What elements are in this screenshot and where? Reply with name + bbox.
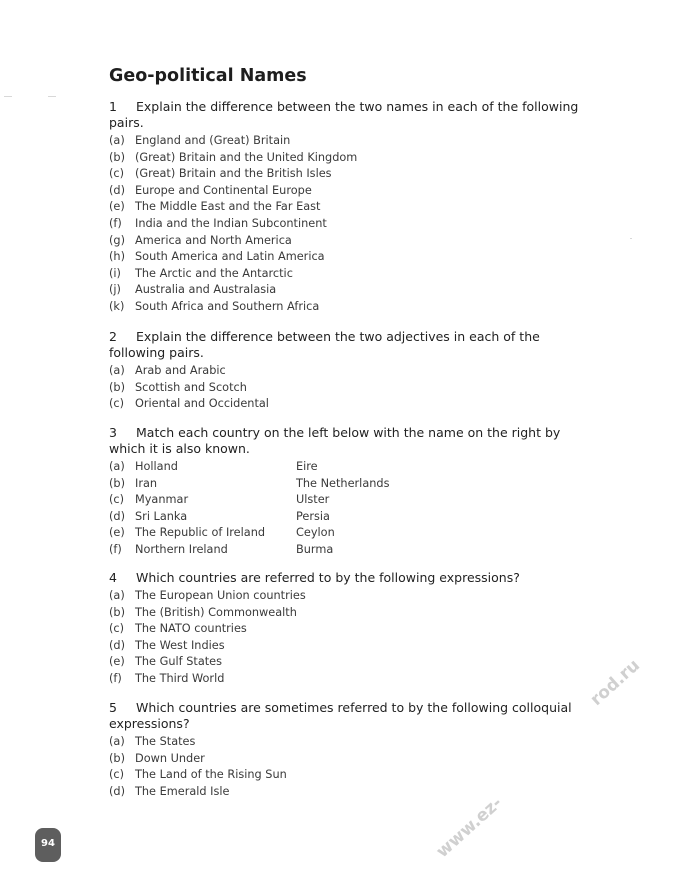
option-label: (c) [109, 167, 125, 181]
option-text: South Africa and Southern Africa [135, 299, 320, 313]
option-label: (c) [109, 622, 125, 636]
list-item [109, 784, 589, 801]
option-label: (d) [109, 784, 125, 798]
question-text: Which countries are referred to by the following expressions? [136, 570, 520, 585]
option-text: Europe and Continental Europe [135, 183, 312, 197]
match-row [109, 542, 589, 559]
question-1 [109, 99, 589, 316]
option-text: (Great) Britain and the United Kingdom [135, 150, 358, 164]
list-item [109, 638, 589, 655]
match-row [109, 459, 589, 476]
option-label: (b) [109, 476, 125, 490]
option-label: (e) [109, 526, 125, 540]
option-label: (a) [109, 735, 125, 748]
match-right: Ulster [296, 493, 330, 507]
match-row [109, 476, 589, 493]
match-left: Holland [135, 460, 178, 473]
list-item [109, 396, 589, 413]
option-text: The Middle East and the Far East [135, 200, 321, 214]
option-label: (e) [109, 655, 125, 669]
match-left: Iran [135, 476, 158, 490]
question-1-prompt [109, 99, 589, 131]
list-item [109, 363, 589, 380]
option-label: (b) [109, 150, 125, 164]
option-label: (b) [109, 605, 125, 619]
question-number: 1 [109, 99, 117, 114]
option-text: Oriental and Occidental [135, 397, 269, 411]
scan-fleck [4, 96, 12, 97]
match-row [109, 509, 589, 526]
option-text: The States [135, 735, 196, 748]
option-label: (c) [109, 397, 125, 411]
page-number: 94 [41, 838, 55, 849]
match-right: Eire [296, 460, 318, 473]
scan-fleck [630, 238, 632, 239]
option-label: (d) [109, 183, 125, 197]
option-text: The West Indies [135, 638, 225, 652]
list-item [109, 751, 589, 768]
option-text: India and the Indian Subcontinent [135, 216, 327, 230]
option-text: America and North America [135, 233, 292, 247]
list-item [109, 621, 589, 638]
option-label: (a) [109, 134, 125, 147]
option-label: (j) [109, 283, 121, 297]
question-text: Explain the difference between the two adjectives in each of the following pairs. [109, 329, 540, 360]
list-item [109, 588, 589, 605]
question-number: 2 [109, 329, 117, 344]
option-label: (c) [109, 768, 125, 782]
list-item [109, 654, 589, 671]
option-label: (c) [109, 493, 125, 507]
question-4 [109, 570, 589, 688]
question-3-prompt [109, 425, 589, 457]
option-text: The (British) Commonwealth [135, 605, 297, 619]
option-text: Australia and Australasia [135, 283, 277, 297]
question-number: 3 [109, 425, 117, 440]
list-item [109, 605, 589, 622]
list-item [109, 380, 589, 397]
option-label: (b) [109, 751, 125, 765]
question-text: Explain the difference between the two names in each of the following pairs. [109, 99, 579, 130]
list-item [109, 299, 589, 316]
match-right: The Netherlands [296, 476, 390, 490]
watermark-side: rod.ru [586, 655, 644, 710]
match-right: Persia [296, 509, 330, 523]
list-item [109, 216, 589, 233]
question-5-prompt [109, 700, 589, 732]
list-item [109, 233, 589, 250]
list-item [109, 199, 589, 216]
list-item [109, 282, 589, 299]
option-label: (k) [109, 299, 125, 313]
list-item [109, 183, 589, 200]
match-left: Northern Ireland [135, 542, 228, 556]
list-item [109, 166, 589, 183]
option-text: The Third World [135, 671, 225, 685]
question-2-prompt [109, 329, 589, 361]
option-label: (a) [109, 364, 125, 377]
option-text: England and (Great) Britain [135, 134, 291, 147]
option-label: (e) [109, 200, 125, 214]
question-text: Match each country on the left below with the name on the right by which it is also known. [109, 425, 561, 456]
page-number-badge [35, 828, 61, 862]
list-item [109, 249, 589, 266]
page-title: Geo-political Names [109, 66, 307, 86]
list-item [109, 133, 589, 150]
list-item [109, 266, 589, 283]
list-item [109, 150, 589, 167]
option-label: (b) [109, 380, 125, 394]
list-item [109, 734, 589, 751]
option-label: (d) [109, 638, 125, 652]
scan-fleck [48, 96, 56, 97]
list-item [109, 671, 589, 688]
match-row [109, 525, 589, 542]
question-3 [109, 425, 589, 559]
option-text: The Arctic and the Antarctic [135, 266, 293, 280]
option-label: (h) [109, 250, 125, 264]
question-4-prompt [109, 570, 589, 586]
question-number: 4 [109, 570, 117, 585]
question-number: 5 [109, 700, 117, 715]
match-right: Burma [296, 542, 334, 556]
question-text: Which countries are sometimes referred to by the following colloquial expressions? [109, 700, 572, 731]
option-text: South America and Latin America [135, 250, 325, 264]
match-left: Sri Lanka [135, 509, 188, 523]
option-text: The European Union countries [135, 589, 306, 602]
question-2 [109, 329, 589, 413]
option-label: (d) [109, 509, 125, 523]
option-text: Down Under [135, 751, 205, 765]
option-label: (a) [109, 589, 125, 602]
option-text: Arab and Arabic [135, 364, 226, 377]
watermark-main: www.ez- [432, 792, 507, 862]
option-text: (Great) Britain and the British Isles [135, 167, 332, 181]
option-text: The Emerald Isle [135, 784, 230, 798]
option-label: (f) [109, 216, 122, 230]
option-text: The NATO countries [135, 622, 247, 636]
match-row [109, 492, 589, 509]
list-item [109, 767, 589, 784]
match-left: Myanmar [135, 493, 189, 507]
option-label: (f) [109, 542, 122, 556]
option-text: The Land of the Rising Sun [135, 768, 287, 782]
option-text: Scottish and Scotch [135, 380, 247, 394]
match-right: Ceylon [296, 526, 335, 540]
option-label: (i) [109, 266, 121, 280]
option-label: (a) [109, 460, 125, 473]
match-left: The Republic of Ireland [135, 526, 266, 540]
option-label: (g) [109, 233, 125, 247]
option-text: The Gulf States [135, 655, 223, 669]
option-label: (f) [109, 671, 122, 685]
question-5 [109, 700, 589, 800]
